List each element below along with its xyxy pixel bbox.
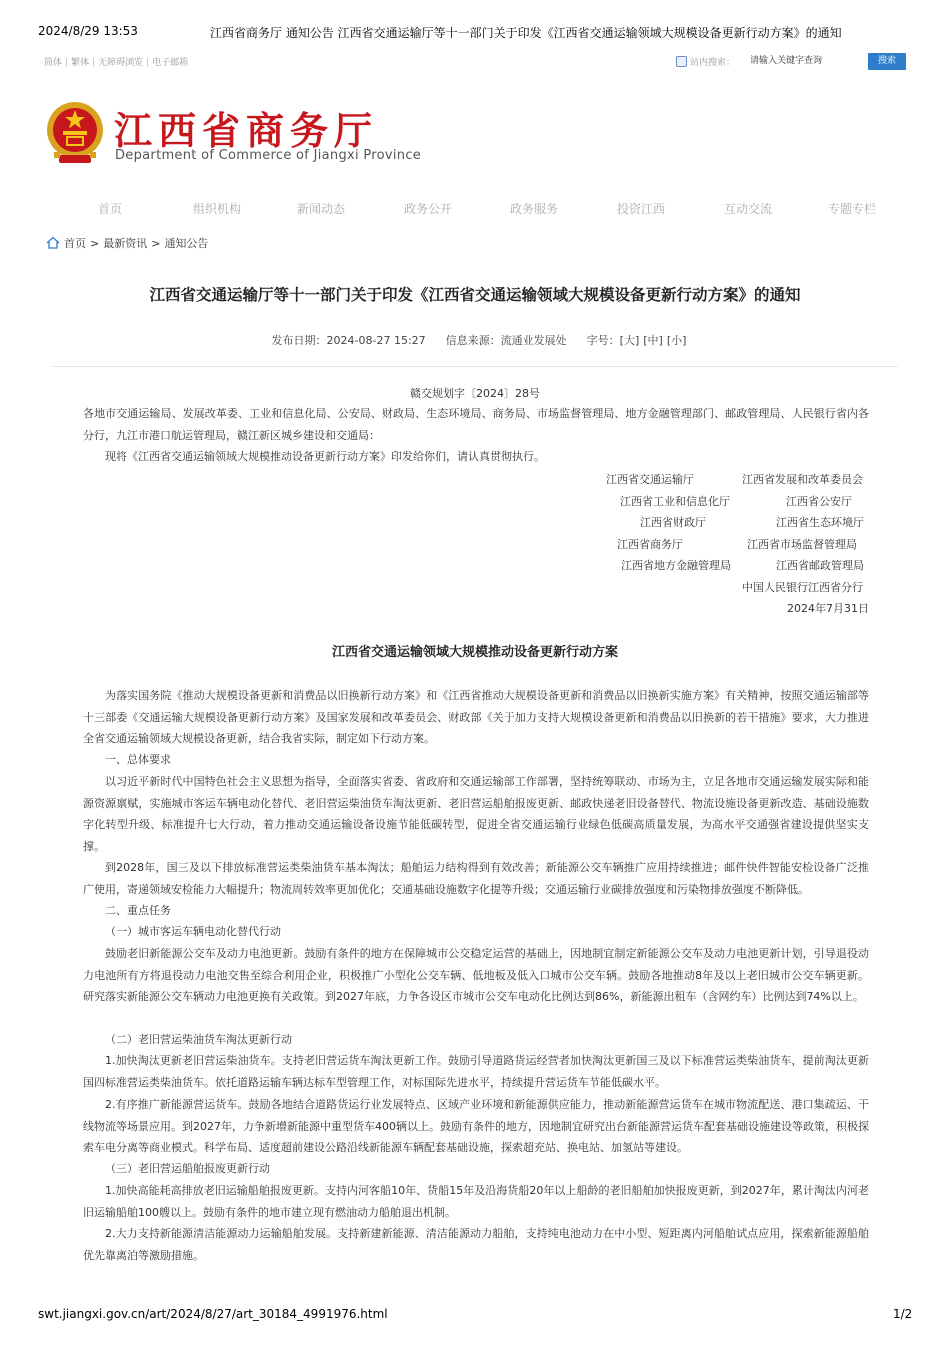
print-title: 江西省商务厅 通知公告 江西省交通运输厅等十一部门关于印发《江西省交通运输领域大规模设备更新行动方案》的通知	[210, 26, 842, 40]
nav-government-affairs[interactable]: 政务公开	[404, 202, 453, 216]
main-nav	[56, 200, 916, 220]
search-input[interactable]: 请输入关键字查询	[750, 56, 823, 66]
signatory: 江西省交通运输厅	[606, 473, 694, 486]
subsection-heading: （一）城市客运车辆电动化替代行动	[105, 925, 281, 938]
paragraph: 1.加快高能耗高排放老旧运输船舶报废更新。支持内河客船10年、货船15年及沿海货船20年以上船龄的老旧船舶加快报废更新，到2027年，累计淘汰内河老旧运输船舶100艘以上。鼓励有条件的地市建立现有燃油动力船舶退出机制。	[83, 1184, 869, 1219]
print-datetime: 2024/8/29 13:53	[38, 24, 138, 38]
signatory: 江西省商务厅	[617, 538, 683, 551]
breadcrumb	[46, 235, 208, 251]
signatory: 中国人民银行江西省分行	[742, 581, 863, 594]
national-emblem-icon	[44, 100, 106, 166]
home-icon	[46, 236, 60, 249]
font-size-medium[interactable]: [中]	[643, 334, 663, 347]
link-accessibility[interactable]: 无障碍浏览	[98, 58, 144, 68]
signatory: 江西省发展和改革委员会	[742, 473, 863, 486]
breadcrumb-notices[interactable]: 通知公告	[164, 237, 209, 250]
section-heading: 二、重点任务	[105, 904, 171, 917]
nav-interaction[interactable]: 互动交流	[724, 202, 773, 216]
section-heading: 一、总体要求	[105, 753, 171, 766]
search-icon	[676, 56, 687, 67]
print-header	[0, 24, 950, 44]
signatory: 江西省公安厅	[786, 495, 852, 508]
subsection-heading: （二）老旧营运柴油货车淘汰更新行动	[105, 1033, 292, 1046]
document-number: 赣交规划字〔2024〕28号	[410, 387, 540, 400]
signature-date: 2024年7月31日	[787, 602, 869, 615]
font-size-label: 字号：	[586, 334, 620, 347]
paragraph: 2.有序推广新能源营运货车。鼓励各地结合道路货运行业发展特点、区域产业环境和新能源供应能力，推动新能源营运货车在城市物流配送、港口集疏运、干线物流等场景应用。到2027年，力争新增新能源中重型货车400辆以上。鼓励有条件的地方，因地制宜研究出台新能源营运货车配套基础设施建设等政策，积极探索车电分离等商业模式。科学布局、适度超前建设公路沿线新能源车辆配套基础设施，探索超充站、换电站、加氢站等建设。	[83, 1098, 869, 1155]
top-links	[44, 55, 188, 68]
link-simplified[interactable]: 简体	[44, 58, 63, 68]
subsection-heading: （三）老旧营运船舶报废更新行动	[105, 1162, 270, 1175]
page-url: swt.jiangxi.gov.cn/art/2024/8/27/art_30184_4991976.html	[38, 1307, 388, 1321]
signatory: 江西省财政厅	[640, 516, 706, 529]
search-label	[676, 55, 735, 68]
paragraph: 以习近平新时代中国特色社会主义思想为指导，全面落实省委、省政府和交通运输部工作部署，坚持统筹联动、市场为主，立足各地市交通运输发展实际和能源资源禀赋，实施城市客运车辆电动化替代、老旧营运柴油货车淘汰更新、老旧营运船舶报废更新、邮政快递老旧设备替代、物流设施设备更新改造、基础设施数字化转型升级、标准提升七大行动，着力推动交通运输设备设施节能低碳转型，促进全省交通运输行业绿色低碳高质量发展，为高水平交通强省建设提供坚实支撑。	[83, 775, 869, 853]
nav-special-topics[interactable]: 专题专栏	[828, 202, 877, 216]
signatory: 江西省生态环境厅	[776, 516, 864, 529]
intro-paragraph: 现将《江西省交通运输领域大规模推动设备更新行动方案》印发给你们，请认真贯彻执行。	[105, 450, 545, 463]
plan-title: 江西省交通运输领域大规模推动设备更新行动方案	[331, 645, 618, 660]
page-number: 1/2	[893, 1307, 913, 1321]
article-title: 江西省交通运输厅等十一部门关于印发《江西省交通运输领域大规模设备更新行动方案》的通知	[149, 286, 801, 304]
search-label-text: 站内搜索：	[690, 58, 736, 68]
breadcrumb-news[interactable]: 最新资讯	[103, 237, 148, 250]
separator: |	[65, 58, 69, 68]
signatory: 江西省市场监督管理局	[747, 538, 857, 551]
logo-subtitle: Department of Commerce of Jiangxi Province	[115, 148, 422, 163]
font-size-large[interactable]: [大]	[619, 334, 640, 347]
site-logo[interactable]	[44, 96, 424, 168]
paragraph: 鼓励老旧新能源公交车及动力电池更新。鼓励有条件的地方在保障城市公交稳定运营的基础上，因地制宜制定新能源公交车及动力电池更新计划，引导退役动力电池所有方将退役动力电池交售至综合利用企业，积极推广小型化公交车辆、低地板及低入口城市公交车辆。鼓励各地推动8年及以上老旧城市公交车辆更新。研究落实新能源公交车辆动力电池更换有关政策。到2027年底，力争各设区市城市公交车电动化比例达到86%，新能源出租车（含网约车）比例达到74%以上。	[83, 947, 869, 1004]
breadcrumb-separator: >	[151, 237, 161, 250]
search-button[interactable]: 搜索	[868, 53, 906, 70]
divider	[52, 366, 898, 367]
site-search	[676, 53, 906, 71]
nav-home[interactable]: 首页	[98, 202, 123, 216]
info-source: 信息来源：流通业发展处	[445, 334, 567, 347]
breadcrumb-separator: >	[90, 237, 100, 250]
nav-organization[interactable]: 组织机构	[193, 202, 242, 216]
nav-news[interactable]: 新闻动态	[297, 202, 346, 216]
paragraph: 2.大力支持新能源清洁能源动力运输船舶发展。支持新建新能源、清洁能源动力船舶，支持纯电池动力在中小型、短距离内河船舶试点应用，探索新能源船舶优先靠离泊等激励措施。	[83, 1227, 869, 1262]
separator: |	[92, 58, 96, 68]
paragraph: 1.加快淘汰更新老旧营运柴油货车。支持老旧营运货车淘汰更新工作。鼓励引导道路货运经营者加快淘汰更新国三及以下标准营运类柴油货车，提前淘汰更新国四标准营运类柴油货车。依托道路运输车辆达标车型管理工作，对标国际先进水平，持续提升营运货车节能低碳水平。	[83, 1054, 869, 1089]
signatory: 江西省地方金融管理局	[621, 559, 731, 572]
signatory: 江西省邮政管理局	[776, 559, 864, 572]
breadcrumb-home[interactable]: 首页	[64, 237, 86, 250]
signatory: 江西省工业和信息化厅	[620, 495, 730, 508]
paragraph: 到2028年，国三及以下排放标准营运类柴油货车基本淘汰；船舶运力结构得到有效改善；新能源公交车辆推广应用持续推进；邮件快件智能安检设备广泛推广使用，寄递领域安检能力大幅提升；物流周转效率更加优化；交通基础设施数字化提等升级；交通运输行业碳排放强度和污染物排放强度不断降低。	[83, 861, 869, 896]
link-traditional[interactable]: 繁体	[71, 58, 90, 68]
font-size-small[interactable]: [小]	[666, 334, 687, 347]
logo-title: 江西省商务厅	[114, 108, 379, 153]
article-meta	[0, 332, 950, 348]
nav-government-services[interactable]: 政务服务	[510, 202, 559, 216]
publish-date: 发布日期：2024-08-27 15:27	[271, 334, 426, 347]
paragraph: 为落实国务院《推动大规模设备更新和消费品以旧换新行动方案》和《江西省推动大规模设备更新和消费品以旧换新实施方案》有关精神，按照交通运输部等十三部委《交通运输大规模设备更新行动方案》及国家发展和改革委员会、财政部《关于加力支持大规模设备更新和消费品以旧换新的若干措施》要求，大力推进全省交通运输领域大规模设备更新，结合我省实际，制定如下行动方案。	[83, 689, 869, 746]
link-email[interactable]: 电子邮箱	[152, 58, 189, 68]
separator: |	[146, 58, 150, 68]
nav-invest-jiangxi[interactable]: 投资江西	[617, 202, 666, 216]
addressees: 各地市交通运输局、发展改革委、工业和信息化局、公安局、财政局、生态环境局、商务局、市场监督管理局、地方金融管理部门、邮政管理局、人民银行省内各分行，九江市港口航运管理局，赣江新区城乡建设和交通局：	[83, 407, 869, 442]
